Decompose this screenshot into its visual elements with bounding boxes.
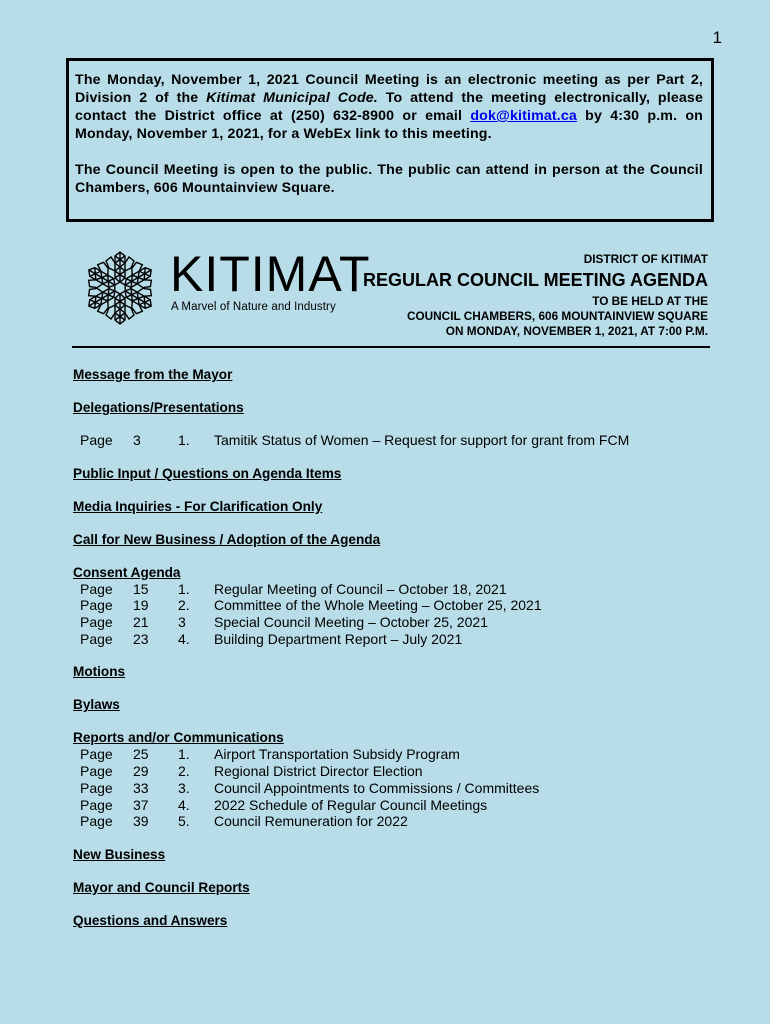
item-page-label: Page — [80, 779, 113, 796]
item-text: 2022 Schedule of Regular Council Meetings — [214, 796, 488, 813]
section-title: Consent Agenda — [73, 564, 181, 580]
agenda-item — [73, 432, 713, 449]
agenda-item — [73, 763, 713, 780]
agenda-title: REGULAR COUNCIL MEETING AGENDA — [362, 270, 708, 290]
item-text: Regional District Director Election — [214, 763, 423, 780]
section-call-new-business — [73, 531, 713, 548]
section-questions-answers — [73, 912, 713, 929]
item-text: Council Remuneration for 2022 — [214, 813, 408, 830]
item-page-number: 23 — [133, 630, 149, 647]
item-text: Airport Transportation Subsidy Program — [214, 746, 460, 763]
item-index: 4. — [178, 630, 190, 647]
item-text: Council Appointments to Commissions / Committees — [214, 779, 540, 796]
section-title: Bylaws — [73, 697, 120, 713]
agenda-item — [73, 631, 713, 648]
section-mayor-message — [73, 366, 713, 383]
agenda-item — [73, 614, 713, 631]
item-index: 1. — [178, 432, 190, 448]
agenda-item — [73, 581, 713, 598]
item-page-label: Page — [80, 432, 113, 448]
item-text: Building Department Report – July 2021 — [214, 630, 463, 647]
item-index: 3. — [178, 779, 190, 796]
item-page-label: Page — [80, 580, 113, 597]
notice-paragraph-electronic — [75, 71, 703, 143]
agenda-item — [73, 746, 713, 763]
item-page-label: Page — [80, 763, 113, 780]
kitimat-logo — [80, 246, 371, 322]
venue-line-2: COUNCIL CHAMBERS, 606 MOUNTAINVIEW SQUARE — [406, 309, 708, 323]
item-index: 5. — [178, 813, 190, 830]
logo-tagline: A Marvel of Nature and Industry — [171, 301, 336, 313]
agenda-item — [73, 813, 713, 830]
page-number: 1 — [712, 28, 722, 47]
notice-text: by 4:30 p.m. on Monday, November 1, 2021, for a WebEx link to this meeting. — [75, 108, 703, 142]
item-page-number: 15 — [133, 580, 149, 597]
item-page-label: Page — [80, 597, 113, 614]
section-title: Motions — [73, 664, 126, 680]
item-page-number: 33 — [133, 779, 149, 796]
section-media — [73, 498, 713, 515]
section-title: Mayor and Council Reports — [73, 879, 250, 895]
meeting-notice-box — [66, 58, 714, 222]
item-page-number: 3 — [133, 432, 141, 448]
item-text: Tamitik Status of Women – Request for support for grant from FCM — [214, 432, 630, 448]
item-page-label: Page — [80, 630, 113, 647]
logo-wordmark: KITIMAT — [170, 246, 371, 302]
agenda-item — [73, 780, 713, 797]
section-delegations — [73, 399, 713, 449]
email-link[interactable]: dok@kitimat.ca — [470, 108, 577, 124]
item-page-label: Page — [80, 614, 113, 631]
section-title: Public Input / Questions on Agenda Items — [73, 465, 342, 481]
item-page-number: 29 — [133, 763, 149, 780]
item-page-number: 19 — [133, 597, 149, 614]
item-index: 3 — [178, 614, 186, 631]
section-motions — [73, 663, 713, 680]
item-index: 4. — [178, 796, 190, 813]
section-consent-agenda — [73, 564, 713, 648]
snowflake-icon — [80, 248, 160, 328]
item-page-label: Page — [80, 813, 113, 830]
item-page-number: 25 — [133, 746, 149, 763]
section-title: Media Inquiries - For Clarification Only — [73, 498, 323, 514]
item-text: Committee of the Whole Meeting – October 25, 2021 — [214, 597, 542, 614]
agenda-item — [73, 797, 713, 814]
item-page-number: 37 — [133, 796, 149, 813]
section-title: New Business — [73, 846, 166, 862]
item-page-label: Page — [80, 746, 113, 763]
item-index: 1. — [178, 580, 190, 597]
section-bylaws — [73, 696, 713, 713]
notice-text: To attend the meeting electronically, please contact the District office at (250) 632-8900 or email — [75, 90, 703, 124]
section-title: Call for New Business / Adoption of the Agenda — [73, 531, 381, 547]
header-divider — [72, 346, 710, 348]
item-page-number: 39 — [133, 813, 149, 830]
item-index: 2. — [178, 763, 190, 780]
item-page-number: 21 — [133, 614, 149, 631]
agenda-item — [73, 597, 713, 614]
item-text: Special Council Meeting – October 25, 2021 — [214, 614, 488, 631]
agenda-header — [363, 252, 708, 339]
venue-line-3: ON MONDAY, NOVEMBER 1, 2021, AT 7:00 P.M. — [445, 324, 708, 338]
item-index: 1. — [178, 746, 190, 763]
section-title: Delegations/Presentations — [73, 400, 244, 415]
item-text: Regular Meeting of Council – October 18, 2021 — [214, 580, 507, 597]
section-title: Questions and Answers — [73, 912, 228, 928]
section-new-business — [73, 846, 713, 863]
section-public-input — [73, 465, 713, 482]
notice-text: The Monday, November 1, 2021 Council Meeting is an electronic meeting as per Part 2, Division 2 of the — [75, 72, 703, 106]
notice-paragraph-public: The Council Meeting is open to the public. The public can attend in person at the Council Chambers, 606 Mountainview Square. — [75, 162, 703, 196]
agenda-body — [73, 366, 713, 945]
venue-line-1: TO BE HELD AT THE — [592, 294, 708, 308]
district-name: DISTRICT OF KITIMAT — [583, 252, 708, 266]
section-mayor-council-reports — [73, 879, 713, 896]
item-index: 2. — [178, 597, 190, 614]
section-reports — [73, 729, 713, 829]
notice-code-name: Kitimat Municipal Code. — [206, 90, 378, 106]
section-title: Message from the Mayor — [73, 367, 233, 382]
section-title: Reports and/or Communications — [73, 730, 284, 746]
item-page-label: Page — [80, 796, 113, 813]
